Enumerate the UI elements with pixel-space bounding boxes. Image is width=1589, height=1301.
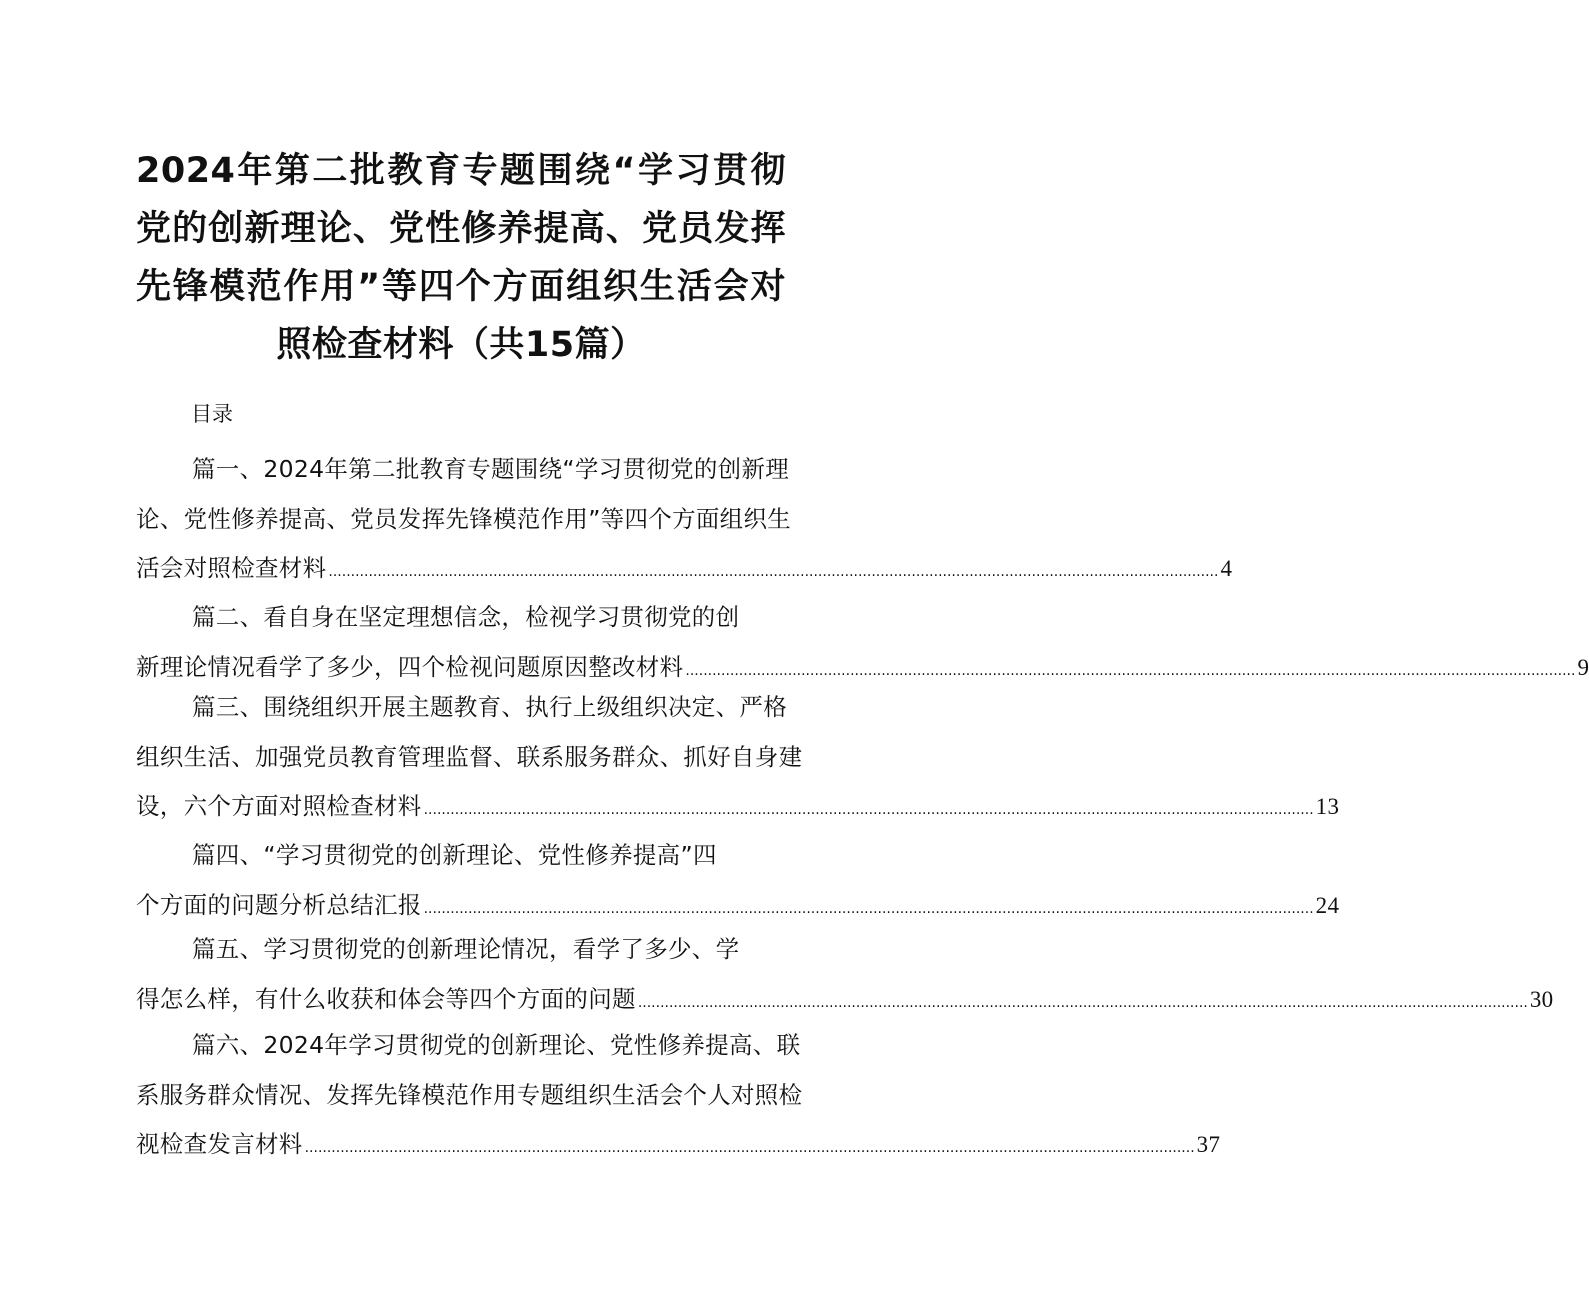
toc-entry[interactable] xyxy=(136,1021,1221,1170)
dot-leader: ........................................................................................................................................................................................................ xyxy=(304,1140,1195,1156)
dot-leader: ........................................................................................................................................................................................................ xyxy=(637,994,1528,1011)
dot-leader: ........................................................................................................................................................................................................ xyxy=(328,564,1219,580)
toc-entry[interactable] xyxy=(136,445,1233,594)
toc-entry[interactable] xyxy=(136,593,1589,692)
toc-entry-line: 论、党性修养提高、党员发挥先锋模范作用”等四个方面组织生 xyxy=(136,504,792,533)
toc-entry-line: 个方面的问题分析总结汇报 xyxy=(136,890,422,919)
toc-entry-line: 设，六个方面对照检查材料 xyxy=(136,792,422,820)
toc-entry-line: 新理论情况看学了多少，四个检视问题原因整改材料 xyxy=(136,652,684,681)
toc-entry-line: 视检查发言材料 xyxy=(136,1130,303,1158)
toc-page-number: 13 xyxy=(1315,794,1340,819)
toc-page-number: 30 xyxy=(1529,986,1554,1012)
toc-entry-line: 系服务群众情况、发挥先锋模范作用专题组织生活会个人对照检 xyxy=(136,1080,803,1109)
toc-entry-line: 篇二、看自身在坚定理想信念，检视学习贯彻党的创 xyxy=(192,603,740,631)
toc-entry-line: 篇六、2024年学习贯彻党的创新理论、党性修养提高、联 xyxy=(192,1031,801,1059)
toc-entry[interactable] xyxy=(136,683,1340,832)
document-title: 2024年第二批教育专题围绕“学习贯彻党的创新理论、党性修养提高、党员发挥先锋模范作用”等四个方面组织生活会对照检查材料（共15篇） xyxy=(136,151,786,365)
toc-entry-line: 篇三、围绕组织开展主题教育、执行上级组织决定、严格 xyxy=(192,693,787,721)
toc-heading: 目录 xyxy=(191,402,233,426)
toc-entry-line: 篇四、“学习贯彻党的创新理论、党性修养提高”四 xyxy=(192,841,717,869)
toc-entry-line: 篇五、学习贯彻党的创新理论情况，看学了多少、学 xyxy=(192,935,740,963)
toc-page-number: 4 xyxy=(1220,556,1233,581)
toc-page-number: 37 xyxy=(1196,1132,1221,1157)
toc-entry-line: 活会对照检查材料 xyxy=(136,554,327,582)
toc-entry[interactable] xyxy=(136,925,1554,1024)
dot-leader: ........................................................................................................................................................................................................ xyxy=(423,900,1314,917)
toc-page-number: 9 xyxy=(1577,654,1589,680)
dot-leader: ........................................................................................................................................................................................................ xyxy=(685,662,1576,679)
dot-leader: ........................................................................................................................................................................................................ xyxy=(423,802,1314,818)
toc-entry-line: 篇一、2024年第二批教育专题围绕“学习贯彻党的创新理 xyxy=(192,455,790,483)
toc-entry-line: 组织生活、加强党员教育管理监督、联系服务群众、抓好自身建 xyxy=(136,742,803,771)
toc-entry-line: 得怎么样，有什么收获和体会等四个方面的问题 xyxy=(136,984,636,1013)
toc-page-number: 24 xyxy=(1315,892,1340,918)
toc-entry[interactable] xyxy=(136,831,1340,930)
